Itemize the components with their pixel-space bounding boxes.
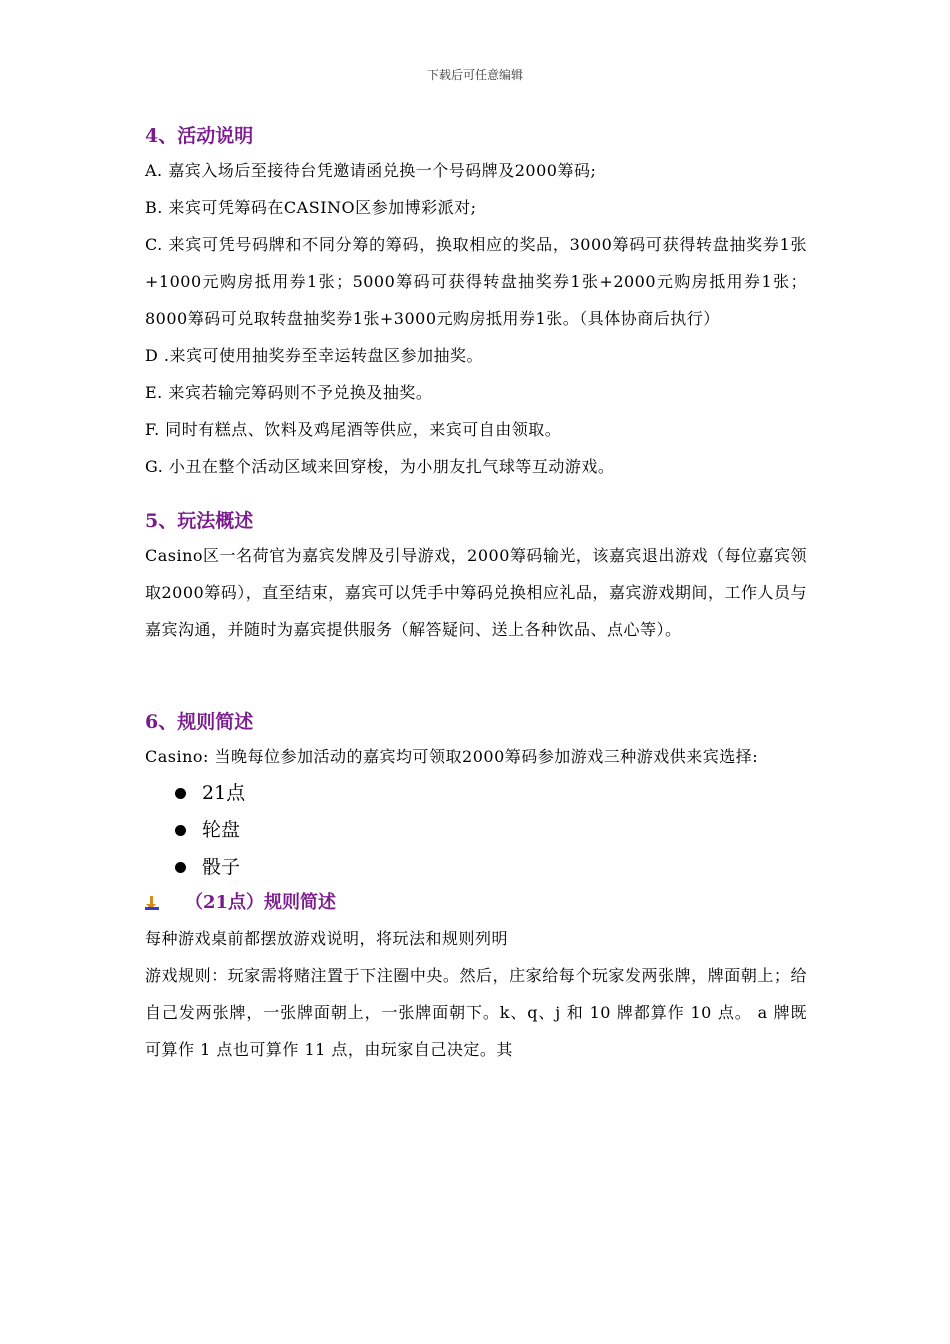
- section-4-line-a: A. 嘉宾入场后至接待台凭邀请函兑换一个号码牌及2000筹码;: [145, 161, 597, 180]
- section-4-title: 4、活动说明: [145, 125, 254, 147]
- section-6-title: 6、规则简述: [145, 711, 254, 733]
- section-6-intro: Casino: 当晚每位参加活动的嘉宾均可领取2000筹码参加游戏三种游戏供来宾选择:: [145, 747, 759, 766]
- page-header: 下载后可任意编辑: [426, 68, 523, 82]
- section-6-line-1: 每种游戏桌前都摆放游戏说明，将玩法和规则列明: [145, 929, 509, 948]
- section-4-line-e: E. 来宾若输完筹码则不予兑换及抽奖。: [145, 383, 433, 402]
- section-6-rules: 游戏规则：玩家需将赌注置于下注圈中央。然后，庄家给每个玩家发两张牌，牌面朝上；给自己发两张牌，一张牌面朝上，一张牌面朝下。k、q、j 和 10 牌都算作 10 点。 a 牌既可算作 1 点也可算作 11 点，由玩家自己决定。其: [145, 966, 807, 1059]
- bullet-label: 骰子: [202, 856, 241, 878]
- section-4-line-f: F. 同时有糕点、饮料及鸡尾酒等供应，来宾可自由领取。: [145, 420, 562, 439]
- document-body: [145, 120, 807, 1068]
- bullet-item-dice: [145, 849, 807, 886]
- blackjack-rules-title-text: （21点）规则简述: [185, 892, 337, 913]
- bullet-dot-icon: [175, 825, 186, 836]
- section-4-line-b: B. 来宾可凭筹码在CASINO区参加博彩派对;: [145, 198, 477, 217]
- arrow-down-icon: [145, 896, 159, 910]
- bullet-label: 21点: [202, 782, 246, 804]
- section-4-line-g: G. 小丑在整个活动区域来回穿梭，为小朋友扎气球等互动游戏。: [145, 457, 615, 476]
- bullet-item-roulette: [145, 812, 807, 849]
- section-5-body: Casino区一名荷官为嘉宾发牌及引导游戏，2000筹码输光，该嘉宾退出游戏（每位嘉宾领取2000筹码），直至结束，嘉宾可以凭手中筹码兑换相应礼品，嘉宾游戏期间，工作人员与嘉宾沟通，并随时为嘉宾提供服务（解答疑问、送上各种饮品、点心等）。: [145, 546, 807, 639]
- blackjack-rules-title: [145, 886, 807, 920]
- section-5-title: 5、玩法概述: [145, 510, 254, 532]
- section-4-line-c: C. 来宾可凭号码牌和不同分筹的筹码，换取相应的奖品，3000筹码可获得转盘抽奖券1张+1000元购房抵用券1张；5000筹码可获得转盘抽奖券1张+2000元购房抵用券1张；8000筹码可兑取转盘抽奖券1张+3000元购房抵用券1张。（具体协商后执行）: [145, 235, 807, 328]
- bullet-label: 轮盘: [202, 819, 241, 841]
- bullet-dot-icon: [175, 862, 186, 873]
- bullet-item-21: [145, 775, 807, 812]
- bullet-dot-icon: [175, 788, 186, 799]
- section-4-line-d: D .来宾可使用抽奖券至幸运转盘区参加抽奖。: [145, 346, 484, 365]
